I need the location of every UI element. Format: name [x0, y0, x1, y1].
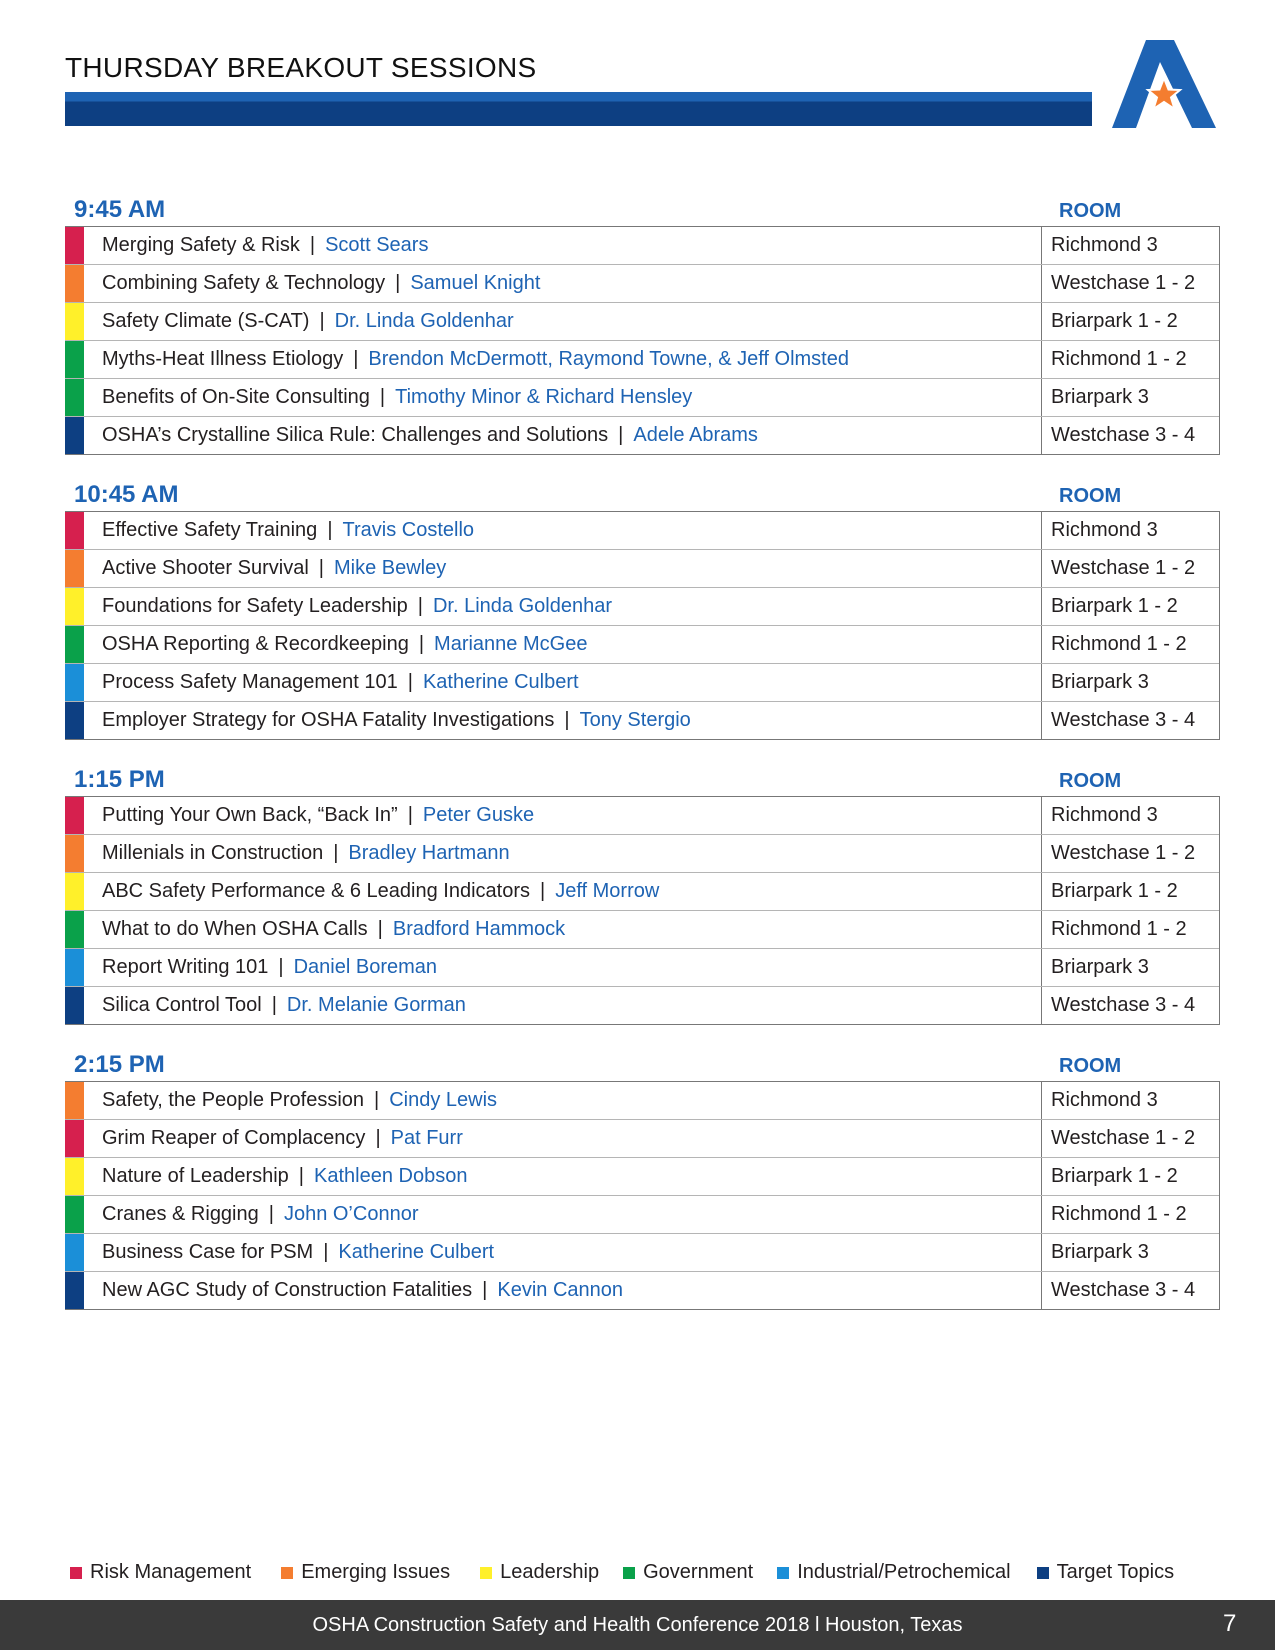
table-row — [65, 340, 1219, 378]
legend-swatch — [70, 1567, 82, 1579]
room-cell: Westchase 1 - 2 — [1051, 557, 1196, 579]
session-time: 2:15 PM — [74, 1051, 165, 1078]
table-row — [65, 834, 1219, 872]
talk-cell — [84, 1120, 1042, 1157]
table-row — [65, 302, 1219, 340]
title-bar — [65, 92, 1092, 126]
table-row — [65, 663, 1219, 701]
table-row — [65, 1119, 1219, 1157]
room-cell: Westchase 1 - 2 — [1051, 1127, 1196, 1149]
talk-cell — [84, 512, 1042, 549]
speaker-name: Tony Stergio — [579, 709, 691, 731]
room-cell: Richmond 1 - 2 — [1051, 348, 1187, 370]
table-row — [65, 625, 1219, 663]
talk-cell — [84, 550, 1042, 587]
talk-title: Safety Climate (S-CAT) — [102, 310, 310, 332]
separator: | — [482, 1279, 488, 1301]
speaker-name: Dr. Melanie Gorman — [286, 994, 466, 1016]
session-header — [65, 1051, 1220, 1081]
separator: | — [564, 709, 570, 731]
category-swatch — [65, 1234, 84, 1271]
room-cell: Briarpark 3 — [1051, 386, 1149, 408]
speaker-name: Scott Sears — [325, 234, 429, 256]
category-swatch — [65, 949, 84, 986]
session-block — [65, 1051, 1220, 1310]
talk-cell — [84, 626, 1042, 663]
session-header — [65, 196, 1220, 226]
legend-item-leadership — [480, 1561, 599, 1584]
table-row — [65, 227, 1219, 264]
category-swatch — [65, 417, 84, 454]
speaker-name: Travis Costello — [342, 519, 475, 541]
legend-swatch — [480, 1567, 492, 1579]
session-block — [65, 481, 1220, 740]
table-row — [65, 1195, 1219, 1233]
legend-swatch — [281, 1567, 293, 1579]
category-swatch — [65, 835, 84, 872]
talk-title: Safety, the People Profession — [102, 1089, 365, 1111]
talk-cell — [84, 949, 1042, 986]
category-swatch — [65, 341, 84, 378]
session-table — [65, 226, 1220, 455]
category-swatch — [65, 588, 84, 625]
room-cell: Richmond 3 — [1051, 234, 1158, 256]
talk-cell — [84, 227, 1042, 264]
legend-label: Emerging Issues — [301, 1561, 451, 1583]
speaker-name: Bradley Hartmann — [348, 842, 510, 864]
room-cell: Briarpark 1 - 2 — [1051, 310, 1178, 332]
separator: | — [395, 272, 401, 294]
room-cell: Westchase 3 - 4 — [1051, 424, 1196, 446]
session-header — [65, 766, 1220, 796]
room-cell: Briarpark 1 - 2 — [1051, 1165, 1178, 1187]
category-swatch — [65, 265, 84, 302]
separator: | — [333, 842, 339, 864]
speaker-name: Kevin Cannon — [497, 1279, 624, 1301]
talk-cell — [84, 303, 1042, 340]
separator: | — [353, 348, 359, 370]
talk-title: Myths-Heat Illness Etiology — [102, 348, 344, 370]
talk-cell — [84, 835, 1042, 872]
separator: | — [374, 1089, 380, 1111]
category-swatch — [65, 227, 84, 264]
separator: | — [618, 424, 624, 446]
talk-title: Business Case for PSM — [102, 1241, 314, 1263]
session-time: 1:15 PM — [74, 766, 165, 793]
table-row — [65, 549, 1219, 587]
category-swatch — [65, 702, 84, 739]
talk-cell — [84, 873, 1042, 910]
room-column-header: ROOM — [1059, 770, 1122, 792]
talk-cell — [84, 664, 1042, 701]
category-swatch — [65, 664, 84, 701]
speaker-name: Katherine Culbert — [422, 671, 579, 693]
speaker-name: Kathleen Dobson — [314, 1165, 468, 1187]
legend-label: Leadership — [500, 1561, 600, 1583]
talk-title: OSHA’s Crystalline Silica Rule: Challenges and Solutions — [102, 424, 609, 446]
room-cell: Richmond 3 — [1051, 519, 1158, 541]
talk-title: ABC Safety Performance & 6 Leading Indicators — [102, 880, 531, 902]
legend-swatch — [1037, 1567, 1049, 1579]
separator: | — [407, 671, 413, 693]
talk-cell — [84, 341, 1042, 378]
legend-item-target — [1037, 1561, 1174, 1584]
speaker-name: Marianne McGee — [434, 633, 588, 655]
legend-label: Target Topics — [1056, 1561, 1175, 1583]
room-cell: Richmond 1 - 2 — [1051, 1203, 1187, 1225]
room-cell: Richmond 1 - 2 — [1051, 918, 1187, 940]
separator: | — [319, 310, 325, 332]
separator: | — [377, 918, 383, 940]
room-cell: Briarpark 1 - 2 — [1051, 595, 1178, 617]
separator: | — [298, 1165, 304, 1187]
legend-swatch — [623, 1567, 635, 1579]
speaker-name: Dr. Linda Goldenhar — [432, 595, 612, 617]
separator: | — [375, 1127, 381, 1149]
room-cell: Briarpark 1 - 2 — [1051, 880, 1178, 902]
page-title: THURSDAY BREAKOUT SESSIONS — [65, 52, 537, 83]
talk-cell — [84, 1234, 1042, 1271]
speaker-name: Adele Abrams — [633, 424, 758, 446]
legend-swatch — [777, 1567, 789, 1579]
page-number: 7 — [1223, 1610, 1237, 1637]
legend-item-government — [623, 1561, 753, 1584]
category-swatch — [65, 1272, 84, 1309]
separator: | — [318, 557, 324, 579]
room-column-header: ROOM — [1059, 485, 1122, 507]
room-cell: Westchase 3 - 4 — [1051, 709, 1196, 731]
speaker-name: Daniel Boreman — [293, 956, 438, 978]
speaker-name: Mike Bewley — [333, 557, 447, 579]
separator: | — [271, 994, 277, 1016]
talk-cell — [84, 417, 1042, 454]
table-row — [65, 701, 1219, 739]
category-swatch — [65, 987, 84, 1024]
room-cell: Westchase 3 - 4 — [1051, 994, 1196, 1016]
legend-item-industrial — [777, 1561, 1010, 1584]
speaker-name: Jeff Morrow — [555, 880, 660, 902]
table-row — [65, 416, 1219, 454]
speaker-name: Pat Furr — [390, 1127, 463, 1149]
talk-title: Employer Strategy for OSHA Fatality Investigations — [102, 709, 555, 731]
session-time: 9:45 AM — [74, 196, 166, 223]
legend-label: Risk Management — [90, 1561, 252, 1583]
table-row — [65, 512, 1219, 549]
talk-title: Silica Control Tool — [102, 994, 262, 1016]
table-row — [65, 1082, 1219, 1119]
category-swatch — [65, 550, 84, 587]
talk-cell — [84, 987, 1042, 1024]
talk-cell — [84, 1196, 1042, 1233]
speaker-name: John O’Connor — [283, 1203, 419, 1225]
room-cell: Richmond 3 — [1051, 804, 1158, 826]
table-row — [65, 1271, 1219, 1309]
room-cell: Richmond 1 - 2 — [1051, 633, 1187, 655]
footer-text: OSHA Construction Safety and Health Conference 2018 l Houston, Texas — [312, 1614, 963, 1636]
footer — [0, 1600, 1275, 1650]
talk-cell — [84, 379, 1042, 416]
talk-title: OSHA Reporting & Recordkeeping — [102, 633, 409, 655]
room-column-header: ROOM — [1059, 200, 1122, 222]
talk-cell — [84, 797, 1042, 834]
session-table — [65, 1081, 1220, 1310]
category-legend — [70, 1561, 1225, 1584]
category-swatch — [65, 797, 84, 834]
talk-title: Report Writing 101 — [102, 956, 269, 978]
table-row — [65, 1157, 1219, 1195]
talk-title: Grim Reaper of Complacency — [102, 1127, 366, 1149]
talk-title: Merging Safety & Risk — [102, 234, 300, 256]
category-swatch — [65, 626, 84, 663]
separator: | — [268, 1203, 274, 1225]
talk-title: Putting Your Own Back, “Back In” — [102, 804, 398, 826]
talk-title: Effective Safety Training — [102, 519, 318, 541]
room-cell: Westchase 1 - 2 — [1051, 842, 1196, 864]
speaker-name: Samuel Knight — [410, 272, 541, 294]
talk-cell — [84, 1082, 1042, 1119]
category-swatch — [65, 1196, 84, 1233]
legend-label: Government — [643, 1561, 754, 1583]
table-row — [65, 797, 1219, 834]
session-table — [65, 511, 1220, 740]
speaker-name: Katherine Culbert — [338, 1241, 495, 1263]
session-table — [65, 796, 1220, 1025]
room-cell: Westchase 3 - 4 — [1051, 1279, 1196, 1301]
speaker-name: Peter Guske — [422, 804, 535, 826]
separator: | — [323, 1241, 329, 1263]
speaker-name: Bradford Hammock — [392, 918, 566, 940]
talk-cell — [84, 702, 1042, 739]
speaker-name: Dr. Linda Goldenhar — [334, 310, 514, 332]
talk-cell — [84, 265, 1042, 302]
room-cell: Briarpark 3 — [1051, 671, 1149, 693]
speaker-name: Brendon McDermott, Raymond Towne, & Jeff Olmsted — [368, 348, 849, 370]
legend-item-risk — [70, 1561, 251, 1584]
talk-title: New AGC Study of Construction Fatalities — [102, 1279, 473, 1301]
room-cell: Briarpark 3 — [1051, 956, 1149, 978]
category-swatch — [65, 911, 84, 948]
talk-cell — [84, 1158, 1042, 1195]
separator: | — [540, 880, 546, 902]
talk-title: Cranes & Rigging — [102, 1203, 259, 1225]
table-row — [65, 378, 1219, 416]
separator: | — [418, 633, 425, 655]
table-row — [65, 948, 1219, 986]
talk-title: What to do When OSHA Calls — [102, 918, 368, 940]
talk-cell — [84, 1272, 1042, 1309]
separator: | — [327, 519, 333, 541]
category-swatch — [65, 1158, 84, 1195]
separator: | — [309, 234, 316, 256]
talk-title: Process Safety Management 101 — [102, 671, 398, 693]
talk-cell — [84, 911, 1042, 948]
separator: | — [417, 595, 423, 617]
session-time: 10:45 AM — [74, 481, 179, 508]
room-cell: Briarpark 3 — [1051, 1241, 1149, 1263]
speaker-name: Timothy Minor & Richard Hensley — [395, 386, 693, 408]
talk-title: Foundations for Safety Leadership — [102, 595, 408, 617]
room-column-header: ROOM — [1059, 1055, 1122, 1077]
table-row — [65, 986, 1219, 1024]
speaker-name: Cindy Lewis — [389, 1089, 498, 1111]
category-swatch — [65, 512, 84, 549]
category-swatch — [65, 303, 84, 340]
table-row — [65, 587, 1219, 625]
separator: | — [379, 386, 386, 408]
talk-title: Millenials in Construction — [102, 842, 324, 864]
separator: | — [407, 804, 413, 826]
session-block — [65, 766, 1220, 1025]
table-row — [65, 264, 1219, 302]
category-swatch — [65, 1120, 84, 1157]
talk-title: Combining Safety & Technology — [102, 272, 386, 294]
table-row — [65, 910, 1219, 948]
uta-star-logo-icon — [1112, 40, 1216, 128]
category-swatch — [65, 873, 84, 910]
separator: | — [278, 956, 284, 978]
talk-title: Benefits of On-Site Consulting — [102, 386, 370, 408]
room-cell: Richmond 3 — [1051, 1089, 1158, 1111]
room-cell: Westchase 1 - 2 — [1051, 272, 1196, 294]
legend-item-emerging — [281, 1561, 450, 1584]
talk-title: Active Shooter Survival — [102, 557, 309, 579]
talk-title: Nature of Leadership — [102, 1165, 289, 1187]
legend-label: Industrial/Petrochemical — [797, 1561, 1011, 1583]
session-block — [65, 196, 1220, 455]
category-swatch — [65, 379, 84, 416]
session-header — [65, 481, 1220, 511]
category-swatch — [65, 1082, 84, 1119]
table-row — [65, 1233, 1219, 1271]
table-row — [65, 872, 1219, 910]
talk-cell — [84, 588, 1042, 625]
